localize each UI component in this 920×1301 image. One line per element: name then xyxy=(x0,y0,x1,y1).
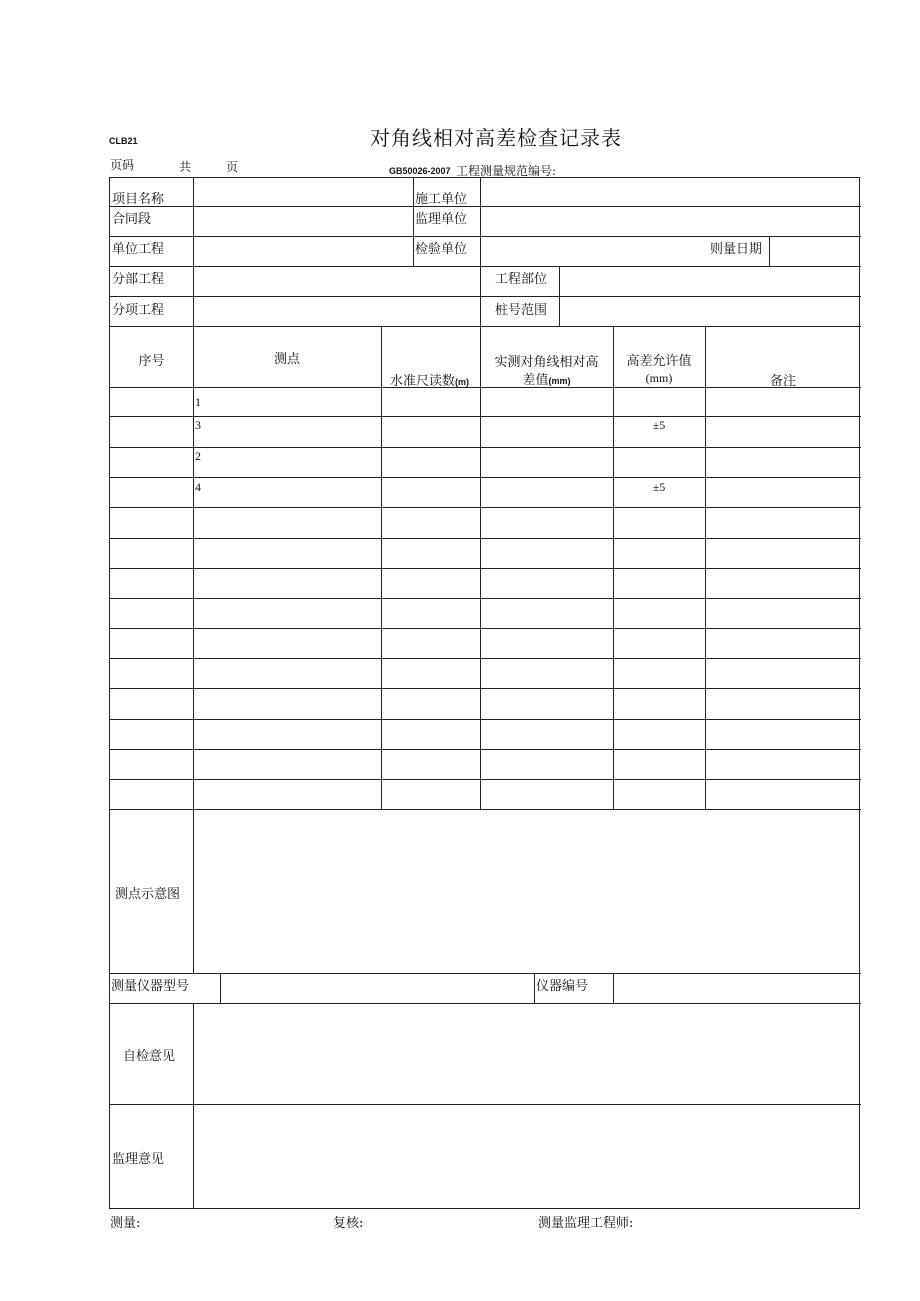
page-title: 对角线相对高差检查记录表 xyxy=(370,126,622,150)
row-point: 4 xyxy=(195,480,201,494)
point-header: 测点 xyxy=(273,352,300,367)
engineer-label: 测量监理工程师: xyxy=(538,1216,634,1231)
supervisor-label: 监理单位 xyxy=(415,212,468,227)
allow-header-line2: (mm) xyxy=(645,371,673,385)
row-tolerance: ±5 xyxy=(652,480,666,494)
project-name-label: 项目名称 xyxy=(112,192,165,207)
measured-header-line1: 实测对角线相对高 xyxy=(494,355,599,370)
allow-header-line1: 高差允许值 xyxy=(626,354,692,369)
measure-date-label: 则量日期 xyxy=(710,242,763,257)
diagram-label: 测点示意图 xyxy=(115,887,181,902)
standard-label: 工程测量规范编号: xyxy=(456,164,557,178)
contractor-label: 施工单位 xyxy=(415,192,468,207)
remark-header: 备注 xyxy=(769,374,796,389)
page-suffix-label: 页 xyxy=(226,160,239,174)
row-point: 1 xyxy=(195,395,201,409)
measured-header-line2: 差值(mm) xyxy=(522,373,571,388)
row-point: 2 xyxy=(195,449,201,463)
instrument-model-label: 测量仪器型号 xyxy=(111,979,190,994)
unit-project-label: 单位工程 xyxy=(112,242,165,257)
row-point: 3 xyxy=(195,418,201,432)
seq-header: 序号 xyxy=(138,354,165,369)
supervision-label: 监理意见 xyxy=(112,1152,165,1167)
instrument-no-label: 仪器编号 xyxy=(536,979,589,994)
self-check-label: 自检意见 xyxy=(123,1049,176,1064)
form-code: CLB21 xyxy=(109,136,138,146)
reading-header: 水准尺读数(m) xyxy=(390,374,470,389)
sub-project-label: 分部工程 xyxy=(112,272,165,287)
row-tolerance: ±5 xyxy=(652,418,666,432)
measurer-label: 测量: xyxy=(110,1216,141,1231)
contract-section-label: 合同段 xyxy=(112,212,152,227)
total-pages-label: 共 xyxy=(179,160,192,174)
inspection-unit-label: 检验单位 xyxy=(415,242,468,257)
record-sheet xyxy=(109,177,860,1209)
standard-code: GB50026-2007 xyxy=(389,166,451,176)
project-part-label: 工程部位 xyxy=(495,272,548,287)
reviewer-label: 复核: xyxy=(333,1216,364,1231)
page-number-label: 页码 xyxy=(110,158,135,172)
item-project-label: 分项工程 xyxy=(112,303,165,318)
station-range-label: 桩号范围 xyxy=(495,303,548,318)
